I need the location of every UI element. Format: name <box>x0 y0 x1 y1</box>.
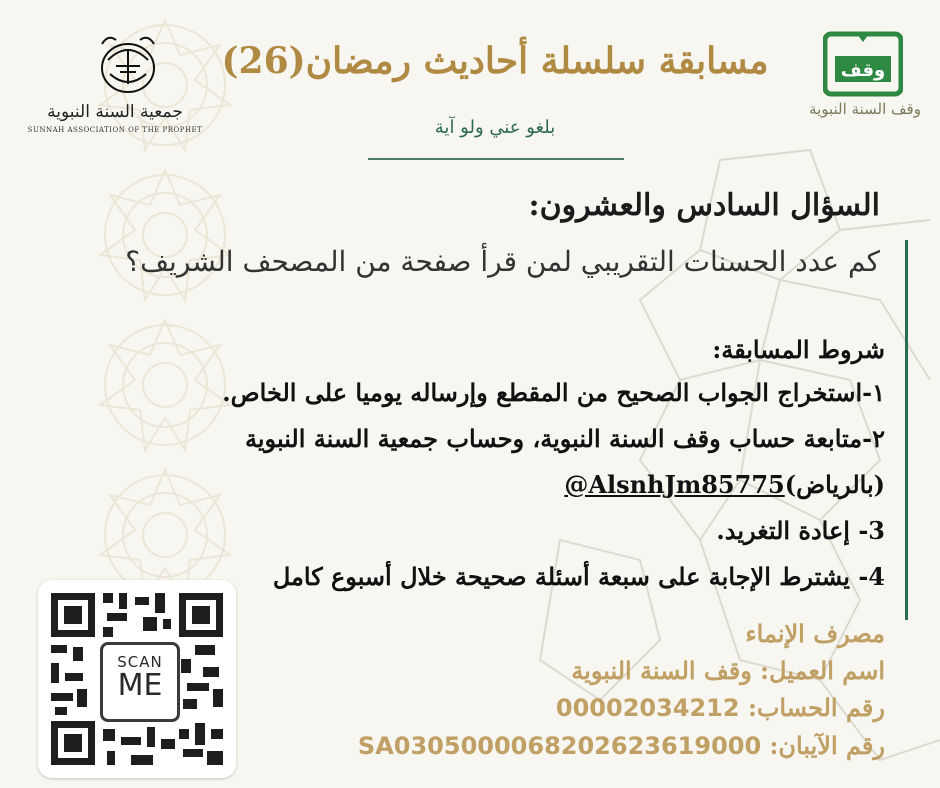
scan-label: SCAN <box>117 653 163 671</box>
waqf-badge-icon <box>823 30 903 98</box>
accent-bar <box>905 240 908 620</box>
left-logo-name: جمعية السنة النبوية <box>47 102 183 122</box>
client-label: اسم العميل: <box>760 656 885 685</box>
client-value: وقف السنة النبوية <box>571 656 752 685</box>
account-label: رقم الحساب: <box>747 693 885 722</box>
rosette-ornament <box>90 160 240 310</box>
iban-label: رقم الآيبان: <box>769 731 885 760</box>
condition-item-3: 3- إعادة التغريد. <box>716 516 885 545</box>
bank-info <box>358 615 885 765</box>
me-label: ME <box>117 668 163 703</box>
scan-me-badge <box>100 642 180 722</box>
question-heading: السؤال السادس والعشرون: <box>528 188 880 223</box>
page-title: مسابقة سلسلة أحاديث رمضان(26) <box>221 40 769 82</box>
waqf-logo <box>795 30 935 130</box>
iban-number: SA0305000068202623619000 <box>357 732 762 760</box>
left-logo-english: SUNNAH ASSOCIATION OF THE PROPHET <box>27 126 203 134</box>
question-text: كم عدد الحسنات التقريبي لمن قرأ صفحة من المصحف الشريف؟ <box>125 245 880 278</box>
subtitle-divider <box>368 158 624 160</box>
account-row <box>358 689 885 727</box>
competition-conditions <box>60 332 885 600</box>
condition-item-1: ١-استخراج الجواب الصحيح من المقطع وإرساله يوميا على الخاص. <box>222 378 885 407</box>
waqf-badge-text: وقف <box>840 60 886 81</box>
iban-row <box>358 727 885 765</box>
conditions-heading: شروط المسابقة: <box>712 335 885 364</box>
condition-item-4: 4- يشترط الإجابة على سبعة أسئلة صحيحة خلال أسبوع كامل <box>272 562 885 591</box>
account-number: 00002034212 <box>555 694 740 722</box>
condition-item-2-location: (بالرياض) <box>784 470 885 499</box>
bank-heading: مصرف الإنماء <box>745 619 885 648</box>
client-row <box>358 652 885 689</box>
condition-item-2: ٢-متابعة حساب وقف السنة النبوية، وحساب جمعية السنة النبوية <box>245 424 885 453</box>
sunnah-association-logo <box>20 30 210 134</box>
qr-code[interactable] <box>38 580 236 778</box>
calligraphy-emblem-icon <box>88 30 168 100</box>
twitter-handle-link[interactable]: @AlsnhJm85775 <box>564 470 785 499</box>
page-subtitle: بلغو عني ولو آية <box>434 117 556 138</box>
right-logo-name: وقف السنة النبوية <box>809 100 921 118</box>
condition-item-2-cont <box>60 462 885 508</box>
